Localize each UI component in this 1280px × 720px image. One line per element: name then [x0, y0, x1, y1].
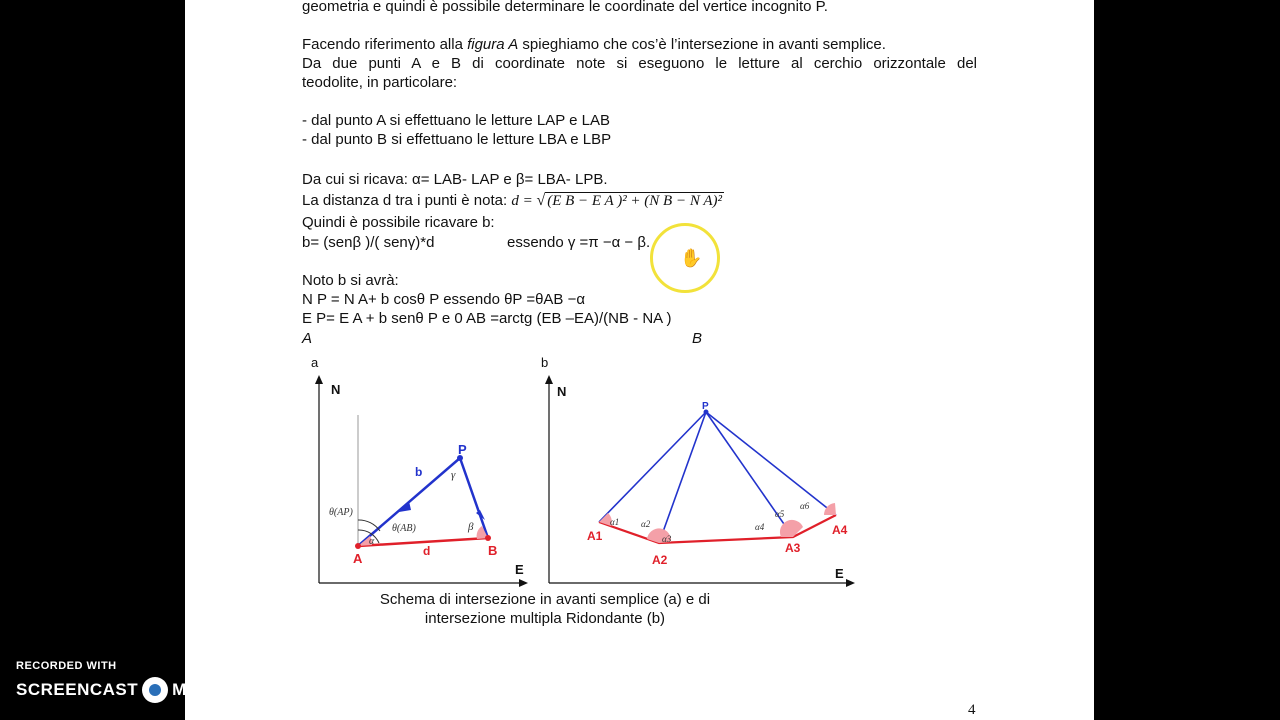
text-line-14	[302, 329, 977, 348]
beta-label: β	[468, 521, 474, 533]
text-line-6: - dal punto B si effettuano le letture LBA e LBP	[302, 131, 612, 148]
point-a-marker	[355, 543, 361, 549]
wedge-a4	[824, 503, 836, 515]
panel-a-label: a	[311, 355, 319, 370]
page-number: 4	[968, 702, 976, 718]
cursor-highlight	[650, 223, 720, 293]
text-line-2	[302, 35, 977, 54]
sqrt-sign: √ (E B − E A )² + (N B − N A)²	[536, 192, 722, 209]
theta-ab-label: θ(AB)	[392, 523, 416, 534]
screencast-logo-icon	[142, 677, 168, 703]
hand-cursor-icon: ✋	[680, 248, 703, 268]
distance-formula-lhs: d =	[511, 193, 537, 209]
point-b-marker	[485, 535, 491, 541]
point-a-label: A	[353, 551, 363, 566]
gamma-label: γ	[451, 469, 456, 481]
text-line-12: N P = N A+ b cosθ P essendo θP =θAB −α	[302, 291, 586, 308]
figure-caption-line-2: intersezione multipla Ridondante (b)	[424, 610, 666, 627]
sight-line-a1	[599, 412, 706, 522]
point-a2-label: A2	[652, 553, 668, 567]
text-fragment: spieghiamo che cos’è l’intersezione in avanti semplice.	[522, 36, 886, 53]
e-label-a: E	[515, 562, 524, 577]
intersection-diagram	[295, 350, 865, 595]
text-line-10	[302, 233, 977, 252]
distance-formula-radicand: (E B − E A )² + (N B − N A)²	[547, 193, 722, 209]
alpha5-label: α5	[775, 509, 785, 519]
side-b-label: b	[415, 465, 423, 479]
baseline-d-label: d	[423, 544, 431, 558]
point-a1-label: A1	[587, 529, 603, 543]
text-line-13: E P= E A + b senθ P e 0 AB =arctg (EB –EA)/(NB - NA )	[302, 310, 672, 327]
alpha4-label: α4	[755, 522, 765, 532]
e-label-b: E	[835, 566, 844, 581]
text-line-5: - dal punto A si effettuano le letture LAP e LAB	[302, 112, 610, 129]
direction-arrow-ap	[399, 501, 411, 512]
sight-line-a4	[706, 412, 836, 515]
watermark-top-text: RECORDED WITH	[16, 660, 117, 672]
side-bp	[460, 458, 488, 538]
subscript-a: A	[302, 330, 313, 347]
point-b-label: B	[488, 543, 498, 558]
point-p-b-label: P	[702, 401, 709, 412]
watermark-right-text: MATIC	[172, 680, 228, 699]
alpha3-label: α3	[662, 534, 672, 544]
sight-line-a2	[659, 412, 706, 543]
point-p-label: P	[458, 442, 467, 457]
n-label-b: N	[557, 384, 567, 399]
sight-lines	[599, 412, 836, 543]
watermark-brand	[16, 677, 227, 703]
text-line-4: teodolite, in particolare:	[302, 74, 458, 91]
text-line-9: Quindi è possibile ricavare b:	[302, 214, 495, 231]
alpha2-label: α2	[641, 519, 651, 529]
figure-reference: figura A	[467, 36, 519, 53]
n-arrow-b	[545, 375, 553, 384]
text-fragment: essendo γ =π −α − β.	[507, 234, 651, 251]
screencast-watermark	[16, 660, 227, 703]
n-label-a: N	[331, 382, 341, 397]
watermark-left-text: SCREENCAST	[16, 680, 139, 699]
text-line-7: Da cui si ricava: α= LAB- LAP e β= LBA- LPB.	[302, 171, 608, 188]
e-arrow-a	[519, 579, 528, 587]
subscript-b: B	[692, 330, 703, 347]
text-line-11: Noto b si avrà:	[302, 272, 399, 289]
text-fragment: b= (senβ )/( senγ)*d	[302, 234, 435, 251]
text-fragment: Facendo riferimento alla	[302, 36, 463, 53]
figure-caption-line-1: Schema di intersezione in avanti semplice (a) e di	[379, 591, 711, 608]
alpha1-label: α1	[610, 517, 620, 527]
panel-b-label: b	[541, 355, 549, 370]
document-page	[185, 0, 1094, 720]
alpha-label: α	[369, 536, 375, 547]
point-a3-label: A3	[785, 541, 801, 555]
text-line-3: Da due punti A e B di coordinate note si eseguono le letture al cerchio orizzontale del	[302, 55, 977, 72]
theta-ap-label: θ(AP)	[329, 507, 353, 518]
point-a4-label: A4	[832, 523, 848, 537]
e-arrow-b	[846, 579, 855, 587]
text-fragment: La distanza d tra i punti è nota:	[302, 192, 508, 209]
alpha6-label: α6	[800, 501, 810, 511]
text-line-1: geometria e quindi è possibile determinare le coordinate del vertice incognito P.	[302, 0, 828, 15]
n-arrow-a	[315, 375, 323, 384]
text-line-8	[302, 191, 977, 211]
